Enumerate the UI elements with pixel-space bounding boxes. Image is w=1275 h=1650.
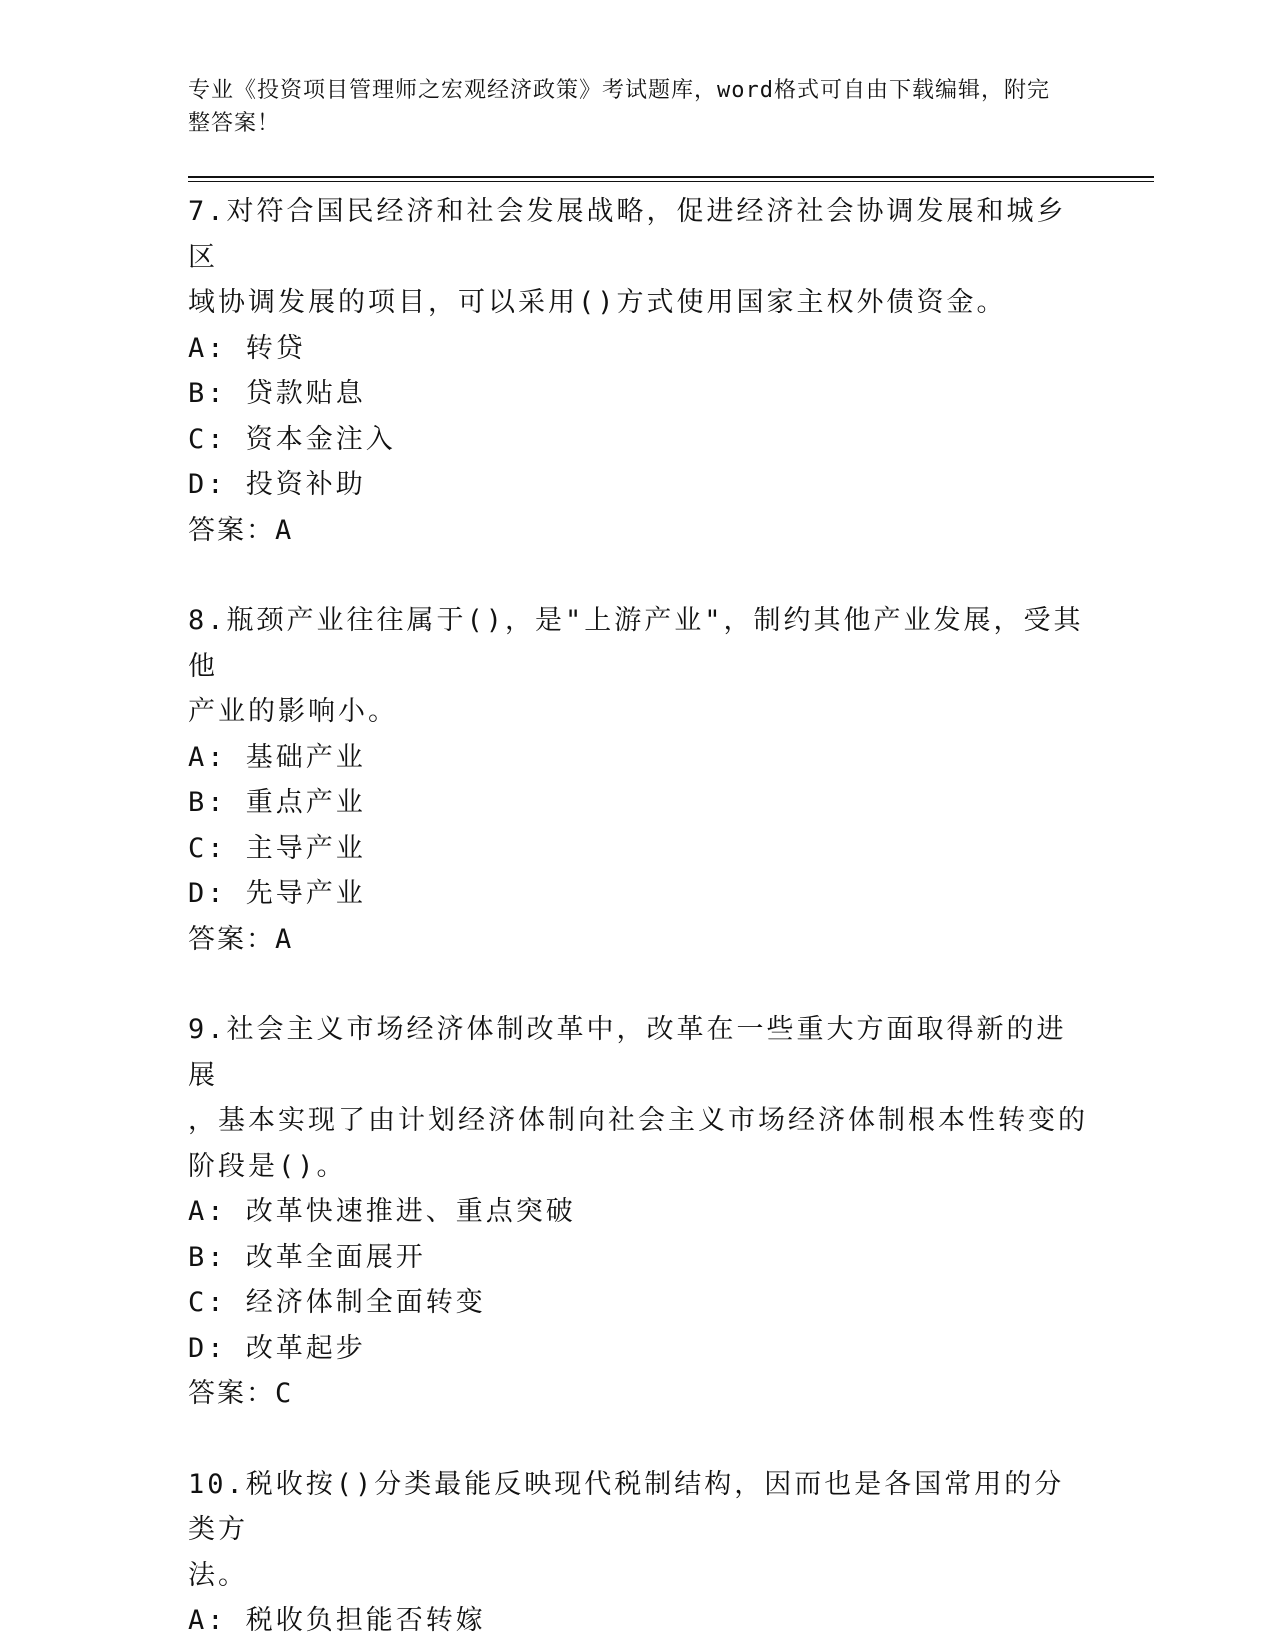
answer: 答案：A xyxy=(188,514,294,546)
spacer xyxy=(188,553,1088,598)
option-d: D: 改革起步 xyxy=(188,1332,366,1364)
header-divider xyxy=(188,176,1154,178)
question-stem-line: 9.社会主义市场经济体制改革中，改革在一些重大方面取得新的进展 xyxy=(188,1014,1067,1091)
question-stem-line: 产业的影响小。 xyxy=(188,696,398,727)
question-7 xyxy=(188,189,1088,553)
spacer xyxy=(188,1417,1088,1462)
question-stem-line: 8.瓶颈产业往往属于()，是"上游产业"，制约其他产业发展，受其他 xyxy=(188,605,1084,682)
question-8 xyxy=(188,598,1088,962)
option-c: C: 经济体制全面转变 xyxy=(188,1287,486,1318)
option-a: A: 改革快速推进、重点突破 xyxy=(188,1196,576,1227)
option-b: B: 改革全面展开 xyxy=(188,1241,426,1273)
option-a: A: 税收负担能否转嫁 xyxy=(188,1605,486,1636)
option-a: A: 基础产业 xyxy=(188,741,366,773)
option-c: C: 主导产业 xyxy=(188,832,366,864)
question-stem-line: 10.税收按()分类最能反映现代税制结构，因而也是各国常用的分类方 xyxy=(188,1468,1065,1545)
answer: 答案：C xyxy=(188,1378,294,1409)
option-a: A: 转贷 xyxy=(188,332,306,364)
question-9 xyxy=(188,1007,1088,1417)
option-b: B: 重点产业 xyxy=(188,787,366,818)
document-header: 专业《投资项目管理师之宏观经济政策》考试题库，word格式可自由下载编辑，附完整答案！ xyxy=(188,78,1050,136)
question-10 xyxy=(188,1462,1088,1644)
question-stem-line: 7.对符合国民经济和社会发展战略，促进经济社会协调发展和城乡区 xyxy=(188,196,1067,273)
question-stem-line: ，基本实现了由计划经济体制向社会主义市场经济体制根本性转变的 xyxy=(188,1105,1088,1136)
option-d: D: 投资补助 xyxy=(188,469,366,500)
header-divider-thin xyxy=(188,181,1154,182)
question-stem-line: 域协调发展的项目，可以采用()方式使用国家主权外债资金。 xyxy=(188,287,1007,318)
option-c: C: 资本金注入 xyxy=(188,423,396,455)
option-b: B: 贷款贴息 xyxy=(188,378,366,409)
answer: 答案：A xyxy=(188,923,294,955)
question-list xyxy=(188,189,1088,1644)
question-stem-line: 法。 xyxy=(188,1559,248,1591)
question-stem-line: 阶段是()。 xyxy=(188,1150,347,1182)
option-d: D: 先导产业 xyxy=(188,878,366,909)
spacer xyxy=(188,962,1088,1007)
